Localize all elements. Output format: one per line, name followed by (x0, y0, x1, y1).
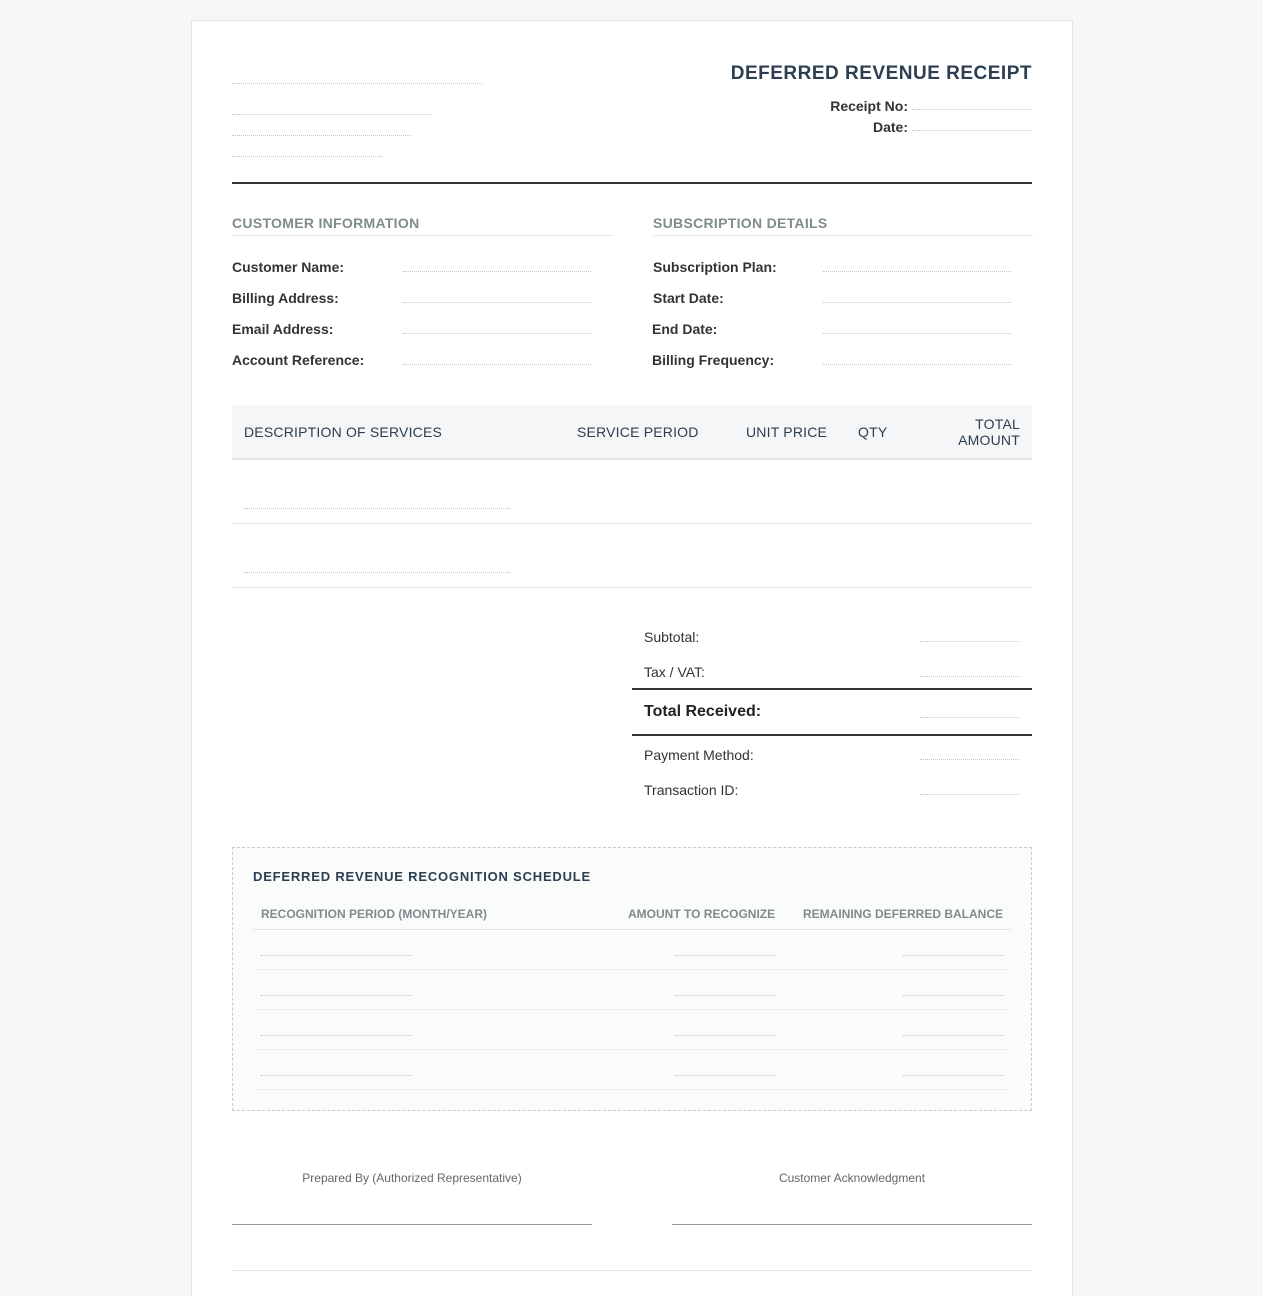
payment-method-label: Payment Method: (644, 747, 754, 763)
schedule-row-4-period[interactable] (261, 1075, 411, 1076)
customer-info-underline (232, 235, 612, 236)
subscription-details-heading: SUBSCRIPTION DETAILS (653, 215, 828, 231)
schedule-row-3-period[interactable] (261, 1035, 411, 1036)
schedule-row-4-balance[interactable] (903, 1075, 1003, 1076)
prepared-by-signature-line[interactable] (232, 1224, 592, 1225)
col-total-amount-line-1: TOTAL (975, 416, 1020, 432)
customer-ack-signature-line[interactable] (672, 1224, 1032, 1225)
billing-address-field[interactable] (403, 302, 591, 303)
schedule-row-3-amount[interactable] (675, 1035, 775, 1036)
schedule-row-1-balance[interactable] (903, 955, 1003, 956)
date-field[interactable] (912, 130, 1032, 131)
footer-divider (232, 1270, 1032, 1271)
company-address-line-2[interactable] (232, 135, 412, 136)
schedule-header-rule (253, 929, 1011, 930)
company-address-line-3[interactable] (232, 156, 382, 157)
schedule-row-4-amount[interactable] (675, 1075, 775, 1076)
email-address-label: Email Address: (232, 321, 334, 337)
recognition-schedule (232, 847, 1032, 1111)
schedule-col-balance: REMAINING DEFERRED BALANCE (803, 907, 1004, 921)
company-address-line-1[interactable] (232, 114, 432, 115)
subtotal-field[interactable] (920, 641, 1020, 642)
document-title: DEFERRED REVENUE RECEIPT (730, 63, 1032, 84)
col-total-amount-line-2: AMOUNT (958, 432, 1020, 448)
header-divider (232, 182, 1032, 184)
prepared-by-label: Prepared By (Authorized Representative) (302, 1171, 522, 1185)
subscription-plan-label: Subscription Plan: (653, 259, 777, 275)
schedule-row-3-divider (253, 1049, 1011, 1050)
col-qty: QTY (858, 424, 888, 440)
tax-field[interactable] (920, 676, 1020, 677)
payment-method-field[interactable] (920, 759, 1020, 760)
receipt-no-label: Receipt No: (830, 98, 908, 114)
transaction-id-field[interactable] (920, 794, 1020, 795)
total-received-field[interactable] (920, 717, 1020, 718)
billing-frequency-field[interactable] (823, 364, 1011, 365)
schedule-title: DEFERRED REVENUE RECOGNITION SCHEDULE (253, 869, 592, 884)
subscription-details-underline (653, 235, 1033, 236)
start-date-label: Start Date: (653, 290, 724, 306)
account-reference-field[interactable] (403, 364, 591, 365)
date-label: Date: (872, 119, 908, 135)
schedule-row-2-balance[interactable] (903, 995, 1003, 996)
start-date-field[interactable] (823, 302, 1011, 303)
subscription-plan-field[interactable] (823, 271, 1011, 272)
service-row-2-description[interactable] (244, 572, 510, 573)
total-top-rule (632, 688, 1032, 690)
total-received-label: Total Received: (644, 703, 762, 720)
col-unit-price: UNIT PRICE (746, 424, 828, 440)
end-date-field[interactable] (823, 333, 1011, 334)
schedule-row-2-period[interactable] (261, 995, 411, 996)
subtotal-label: Subtotal: (644, 629, 700, 645)
schedule-col-period: RECOGNITION PERIOD (MONTH/YEAR) (261, 907, 488, 921)
email-address-field[interactable] (403, 333, 591, 334)
schedule-row-3-balance[interactable] (903, 1035, 1003, 1036)
company-name-line[interactable] (232, 83, 482, 84)
billing-frequency-label: Billing Frequency: (652, 352, 775, 368)
schedule-row-4-divider (253, 1089, 1011, 1090)
col-service-period: SERVICE PERIOD (577, 424, 699, 440)
end-date-label: End Date: (652, 321, 718, 337)
billing-address-label: Billing Address: (232, 290, 339, 306)
receipt-page (191, 20, 1073, 1296)
customer-name-label: Customer Name: (232, 259, 345, 275)
customer-name-field[interactable] (403, 271, 591, 272)
customer-ack-label: Customer Acknowledgment (778, 1171, 926, 1185)
transaction-id-label: Transaction ID: (644, 782, 739, 798)
customer-info-heading: CUSTOMER INFORMATION (232, 215, 420, 231)
schedule-row-2-amount[interactable] (675, 995, 775, 996)
service-row-1-divider (232, 523, 1032, 524)
services-table-header (232, 405, 1032, 460)
account-reference-label: Account Reference: (232, 352, 365, 368)
schedule-col-amount: AMOUNT TO RECOGNIZE (628, 907, 776, 921)
total-bottom-rule (632, 734, 1032, 736)
service-row-2-divider (232, 587, 1032, 588)
schedule-row-1-divider (253, 969, 1011, 970)
schedule-row-1-period[interactable] (261, 955, 411, 956)
schedule-row-1-amount[interactable] (675, 955, 775, 956)
col-description: DESCRIPTION OF SERVICES (244, 424, 443, 440)
receipt-no-field[interactable] (912, 109, 1032, 110)
service-row-1-description[interactable] (244, 508, 510, 509)
schedule-row-2-divider (253, 1009, 1011, 1010)
tax-label: Tax / VAT: (644, 664, 705, 680)
